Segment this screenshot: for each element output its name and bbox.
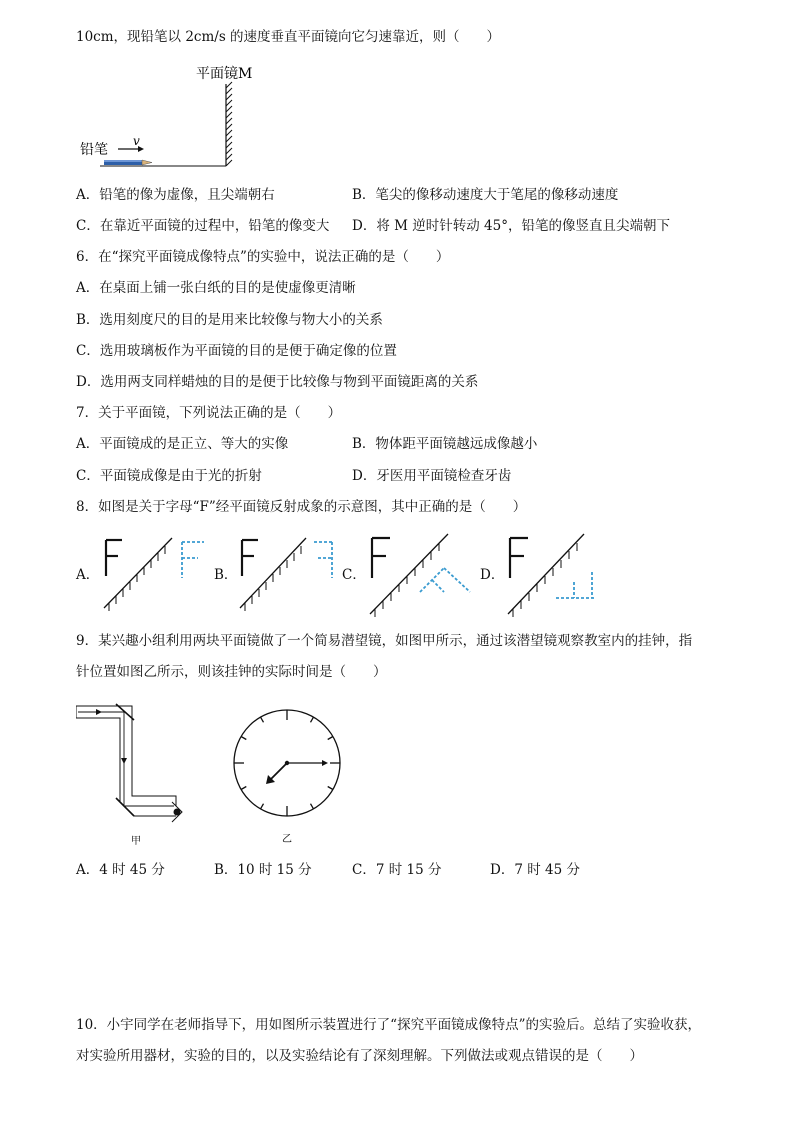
q8-option-a-letter: A． [76,567,100,583]
label-jia: 甲 [131,836,141,847]
periscope-body [76,706,176,816]
q10-stem-line1: 10．小宇同学在老师指导下，用如图所示装置进行了“探究平面镜成像特点”的实验后。总结了实验收获， [76,1017,701,1033]
ray-arrow-down-icon [121,758,127,764]
mirror-diagonal [370,534,448,617]
q5-option-a: A．铅笔的像为虚像，且尖端朝右 [76,187,275,203]
clock-center [285,761,289,765]
minute-hand-tip [322,760,328,766]
mirror-label: 平面镜M [196,66,253,82]
q8-option-b-letter: B． [214,567,238,583]
q6-option-a: A．在桌面上铺一张白纸的目的是使虚像更清晰 [76,280,356,296]
image-f [420,568,470,592]
label-yi: 乙 [282,834,292,845]
q7-option-b: B．物体距平面镜越远成像越小 [352,436,538,452]
hour-hand [270,763,287,780]
q8-option-c-letter: C． [342,567,366,583]
q9-stem-line2: 针位置如图乙所示，则该挂钟的实际时间是（ ） [76,664,387,680]
eye-icon [172,802,182,822]
q9-option-c: C．7 时 15 分 [352,862,442,878]
q8-figure-c [362,526,480,618]
q8-figure-d [500,528,600,618]
q9-stem-line1: 9．某兴趣小组利用两块平面镜做了一个简易潜望镜，如图甲所示，通过该潜望镜观察教室内的挂钟，指 [76,633,693,649]
mirror-diagonal [104,538,172,611]
q5-option-d: D．将 M 逆时针转动 45°，铅笔的像竖直且尖端朝下 [352,218,670,234]
clock-figure [230,708,350,848]
image-f [182,542,204,578]
image-f [314,542,332,578]
q6-option-d: D．选用两支同样蜡烛的目的是便于比较像与物到平面镜距离的关系 [76,374,479,390]
q7-option-d: D．牙医用平面镜检查牙齿 [352,468,512,484]
letter-f [372,538,390,578]
q5-stem: 10cm，现铅笔以 2cm/s 的速度垂直平面镜向它匀速靠近，则（ ） [76,29,501,45]
q8-stem: 8．如图是关于字母“F”经平面镜反射成象的示意图，其中正确的是（ ） [76,499,527,515]
q7-option-a: A．平面镜成的是正立、等大的实像 [76,436,289,452]
q8-option-d-letter: D． [480,567,505,583]
mirror-hatch [226,82,232,166]
q9-option-a: A．4 时 45 分 [76,862,165,878]
periscope-figure [76,698,196,848]
q5-option-c: C．在靠近平面镜的过程中，铅笔的像变大 [76,218,330,234]
q10-stem-line2: 对实验所用器材，实验的目的，以及实验结论有了深刻理解。下列做法或观点错误的是（ ） [76,1048,643,1064]
pencil-label: 铅笔 [80,142,108,158]
q6-option-c: C．选用玻璃板作为平面镜的目的是便于确定像的位置 [76,343,397,359]
ray-arrow-icon [96,709,102,715]
q6-stem: 6．在“探究平面镜成像特点”的实验中，说法正确的是（ ） [76,249,450,265]
q6-option-b: B．选用刻度尺的目的是用来比较像与物大小的关系 [76,312,383,328]
velocity-label: v [133,134,140,148]
bottom-mirror [116,798,134,816]
mirror-diagonal [508,534,584,617]
q5-figure [76,58,276,173]
q5-option-b: B．笔尖的像移动速度大于笔尾的像移动速度 [352,187,619,203]
pencil-highlight [104,160,142,162]
q9-option-d: D．7 时 45 分 [490,862,580,878]
q9-option-b: B．10 时 15 分 [214,862,312,878]
image-f [556,572,594,598]
q7-stem: 7．关于平面镜，下列说法正确的是（ ） [76,405,342,421]
q8-figure-a [96,532,214,614]
q7-option-c: C．平面镜成像是由于光的折射 [76,468,262,484]
q8-figure-b [232,532,344,614]
pencil-tip [142,160,152,165]
letter-f [510,538,528,578]
letter-f [242,540,258,576]
letter-f [106,540,122,576]
mirror-diagonal [240,538,306,611]
